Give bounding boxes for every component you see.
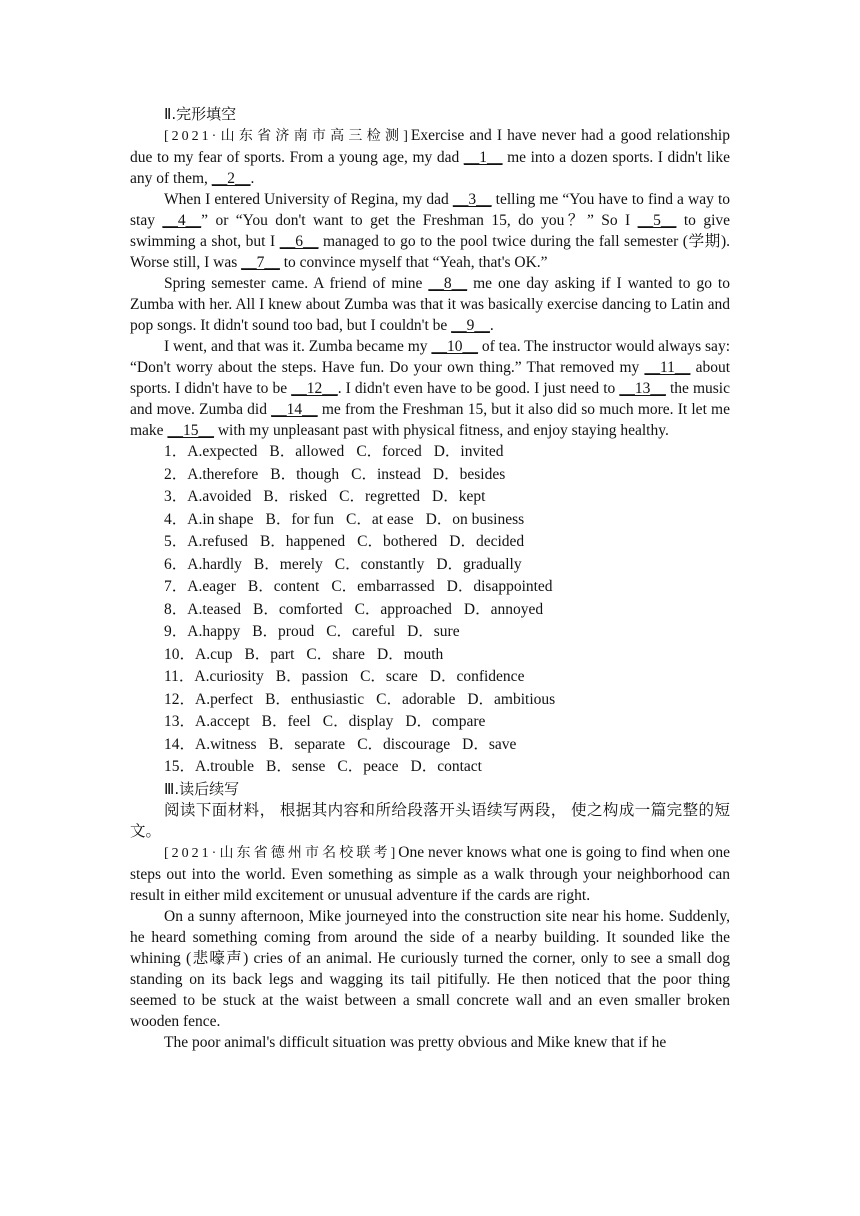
blank-number: __8__ bbox=[428, 275, 468, 292]
option-choice: 15．A.trouble bbox=[164, 758, 254, 775]
option-choice: B．comforted bbox=[253, 600, 343, 618]
option-choice: B．proud bbox=[252, 623, 315, 640]
option-choice: C．instead bbox=[351, 465, 421, 483]
blank-number: __7__ bbox=[241, 254, 280, 271]
passage-text: Spring semester came. A friend of mine bbox=[164, 275, 429, 292]
option-choice: 12．A.perfect bbox=[164, 690, 254, 708]
option-row bbox=[130, 486, 730, 509]
option-choice: C．scare bbox=[360, 668, 418, 685]
option-choice: D．besides bbox=[432, 465, 506, 483]
option-choice: B．separate bbox=[268, 735, 346, 753]
option-choice: C．regretted bbox=[339, 488, 421, 505]
cloze-passage bbox=[130, 125, 730, 441]
option-choice: C．display bbox=[322, 713, 394, 730]
option-choice: 10．A.cup bbox=[164, 645, 233, 663]
passage-text: me from the Freshman 15, but it also did so much more. It let me make bbox=[130, 401, 730, 439]
option-choice: C．forced bbox=[356, 443, 422, 460]
option-choice: 8．A.teased bbox=[164, 600, 242, 618]
option-choice: C．peace bbox=[337, 758, 399, 775]
option-choice: B．though bbox=[270, 465, 340, 483]
option-choice: B．sense bbox=[265, 758, 326, 775]
passage-text: with my unpleasant past with physical fitness, and enjoy staying healthy. bbox=[213, 422, 669, 439]
option-choice: C．share bbox=[306, 645, 365, 663]
option-choice: C．adorable bbox=[376, 690, 456, 708]
blank-number: __11__ bbox=[644, 359, 691, 376]
option-choice: B．part bbox=[244, 645, 295, 663]
option-choice: D．mouth bbox=[376, 645, 444, 663]
blank-number: __15__ bbox=[167, 422, 214, 439]
option-choice: D．sure bbox=[407, 623, 460, 640]
passage-text: . I didn't even have to be good. I just need to bbox=[337, 380, 620, 397]
option-choice: B．happened bbox=[259, 533, 346, 550]
option-row bbox=[130, 441, 730, 464]
option-choice: C．careful bbox=[326, 623, 396, 640]
option-choice: D．invited bbox=[433, 443, 504, 460]
option-choice: 2．A.therefore bbox=[164, 465, 259, 483]
option-row bbox=[130, 509, 730, 532]
continuation-paragraph bbox=[130, 842, 730, 906]
continuation-paragraph bbox=[130, 1032, 730, 1053]
blank-number: __1__ bbox=[463, 149, 503, 166]
passage-text: me one day asking if I wanted to go to Zumba with her. All I knew about Zumba was that it was basically exercise dancing to Latin and pop songs. It didn't sound too bad, but I couldn't be bbox=[130, 275, 730, 334]
cloze-options bbox=[130, 441, 730, 779]
option-row bbox=[130, 711, 730, 734]
option-choice: 9．A.happy bbox=[164, 623, 241, 640]
source-tag: [2021·山东省济南市高三检测] bbox=[164, 129, 411, 144]
blank-number: __13__ bbox=[619, 380, 666, 397]
option-row bbox=[130, 689, 730, 712]
option-choice: D．on business bbox=[425, 510, 525, 528]
option-choice: B．merely bbox=[253, 555, 323, 573]
option-choice: D．gradually bbox=[436, 555, 522, 573]
option-choice: 5．A.refused bbox=[164, 533, 248, 550]
option-choice: D．ambitious bbox=[467, 690, 556, 708]
option-choice: C．approached bbox=[354, 600, 452, 618]
passage-text: When I entered University of Regina, my dad bbox=[164, 191, 453, 208]
cloze-paragraph bbox=[130, 336, 730, 441]
option-row bbox=[130, 576, 730, 599]
option-choice: C．embarrassed bbox=[331, 578, 435, 595]
passage-text: to give swimming a shot, but I bbox=[130, 212, 731, 250]
blank-number: __5__ bbox=[637, 212, 677, 229]
passage-text: . bbox=[489, 317, 494, 334]
option-row bbox=[130, 621, 730, 644]
option-choice: 4．A.in shape bbox=[164, 510, 254, 528]
section3-instruction: 阅读下面材料， 根据其内容和所给段落开头语续写两段， 使之构成一篇完整的短文。 bbox=[130, 801, 730, 840]
option-choice: 13．A.accept bbox=[164, 713, 250, 730]
option-row bbox=[130, 644, 730, 667]
passage-text: Exercise and I have never had a good relationship due to my fear of sports. From a young age, my dad bbox=[130, 127, 730, 166]
blank-number: __10__ bbox=[431, 338, 478, 355]
passage-text: The poor animal's difficult situation was pretty obvious and Mike knew that if he bbox=[164, 1033, 667, 1051]
option-row bbox=[130, 734, 730, 757]
option-row bbox=[130, 666, 730, 689]
passage-text: managed to go to the pool twice during the fall semester (学期). Worse still, I was bbox=[130, 233, 730, 271]
option-choice: 14．A.witness bbox=[164, 735, 257, 753]
option-row bbox=[130, 756, 730, 779]
passage-text: One never knows what one is going to find when one steps out into the world. Even something as simple as a walk through your neighborhood can result in either mild excitement or unusual adventure if the cards are right. bbox=[130, 843, 730, 904]
option-choice: C．at ease bbox=[346, 510, 414, 528]
passage-text: about sports. I didn't have to be bbox=[130, 359, 731, 397]
passage-text: On a sunny afternoon, Mike journeyed into the construction site near his home. Suddenly, he heard something coming from around the side of a nearby building. It sounded like the whining (悲嚎声) cries of an animal. He curiously turned the corner, only to see a small dog standing on its back legs and wagging its tail pitifully. He then noticed that the poor thing seemed to be stuck at the waist between a small concrete wall and an even smaller broken wooden fence. bbox=[130, 907, 730, 1030]
option-choice: D．contact bbox=[410, 758, 482, 775]
blank-number: __2__ bbox=[211, 170, 251, 187]
blank-number: __3__ bbox=[452, 191, 492, 208]
blank-number: __4__ bbox=[162, 212, 202, 229]
section3-heading: Ⅲ.读后续写 bbox=[164, 779, 240, 798]
option-choice: B．passion bbox=[275, 668, 349, 685]
option-choice: 11．A.curiosity bbox=[164, 668, 264, 685]
continuation-paragraph bbox=[130, 906, 730, 1032]
source-tag: [2021·山东省德州市名校联考] bbox=[164, 845, 399, 861]
cloze-paragraph bbox=[130, 273, 730, 336]
option-choice: B．risked bbox=[263, 488, 328, 505]
passage-text: ” or “You don't want to get the Freshman 15, do you？” So I bbox=[201, 212, 638, 229]
passage-text: the music and move. Zumba did bbox=[130, 380, 730, 418]
cloze-paragraph bbox=[130, 125, 730, 189]
option-choice: D．save bbox=[462, 735, 517, 753]
option-choice: B．for fun bbox=[265, 510, 334, 528]
option-choice: 7．A.eager bbox=[164, 578, 236, 595]
option-choice: D．annoyed bbox=[463, 600, 544, 618]
cloze-paragraph bbox=[130, 189, 730, 273]
option-choice: D．disappointed bbox=[446, 578, 553, 595]
option-choice: D．decided bbox=[449, 533, 525, 550]
option-choice: 6．A.hardly bbox=[164, 555, 242, 573]
option-row bbox=[130, 554, 730, 577]
option-choice: B．feel bbox=[261, 713, 311, 730]
passage-text: to convince myself that “Yeah, that's OK.” bbox=[279, 254, 548, 271]
option-choice: D．confidence bbox=[429, 668, 525, 685]
blank-number: __6__ bbox=[279, 233, 319, 250]
option-row bbox=[130, 531, 730, 554]
option-choice: C．constantly bbox=[334, 555, 425, 573]
option-choice: B．enthusiastic bbox=[265, 690, 365, 708]
blank-number: __12__ bbox=[291, 380, 338, 397]
option-choice: B．content bbox=[247, 578, 320, 595]
passage-text: . bbox=[250, 170, 255, 187]
option-choice: D．compare bbox=[405, 713, 486, 730]
passage-text: of tea. The instructor would always say: “Don't worry about the steps. Have fun. Do your own thing.” That removed my bbox=[130, 338, 730, 376]
passage-text: telling me “You have to find a way to stay bbox=[130, 191, 731, 229]
option-choice: 3．A.avoided bbox=[164, 488, 252, 505]
section2-heading: Ⅱ.完形填空 bbox=[164, 105, 237, 123]
passage-text: me into a dozen sports. I didn't like any of them, bbox=[130, 149, 730, 187]
document-page bbox=[130, 104, 730, 1053]
option-choice: C．bothered bbox=[357, 533, 438, 550]
option-choice: 1．A.expected bbox=[164, 443, 258, 460]
blank-number: __9__ bbox=[451, 317, 490, 334]
continuation-passage bbox=[130, 842, 730, 1053]
option-row bbox=[130, 464, 730, 487]
option-row bbox=[130, 599, 730, 622]
blank-number: __14__ bbox=[271, 401, 318, 418]
option-choice: D．kept bbox=[432, 488, 486, 505]
option-choice: B．allowed bbox=[269, 443, 345, 460]
option-choice: C．discourage bbox=[357, 735, 451, 753]
passage-text: I went, and that was it. Zumba became my bbox=[164, 338, 432, 355]
